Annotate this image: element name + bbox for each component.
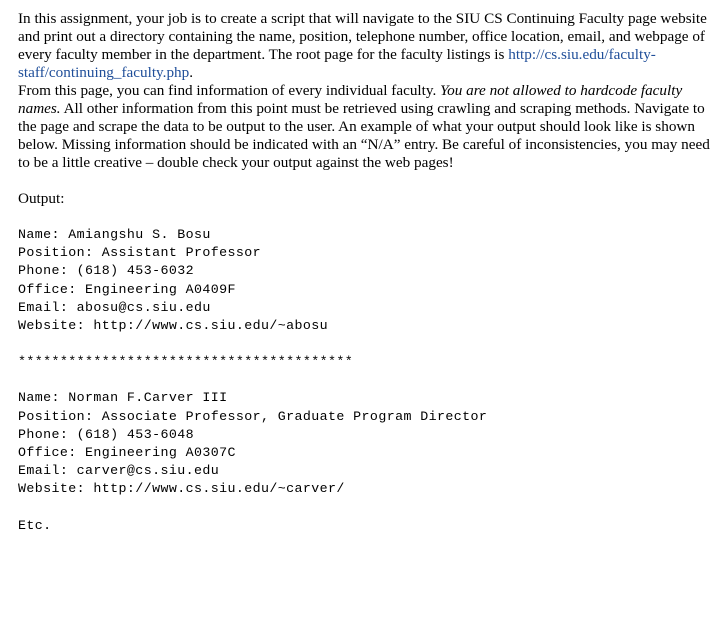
record-phone: Phone: (618) 453-6048 — [18, 426, 194, 442]
record-office: Office: Engineering A0307C — [18, 445, 236, 461]
record-office: Office: Engineering A0409F — [18, 281, 236, 297]
intro-text-2: From this page, you can find information of every individual faculty. — [18, 82, 441, 99]
record-email: Email: carver@cs.siu.edu — [18, 463, 220, 479]
etc-block — [18, 517, 718, 535]
faculty-record-1 — [18, 226, 718, 335]
record-phone: Phone: (618) 453-6032 — [18, 263, 194, 279]
intro-paragraph — [18, 10, 718, 172]
output-label: Output: — [18, 190, 65, 207]
record-website: Website: http://www.cs.siu.edu/~abosu — [18, 318, 329, 334]
faculty-record-2 — [18, 389, 718, 498]
record-name: Name: Norman F.Carver III — [18, 390, 228, 406]
record-website: Website: http://www.cs.siu.edu/~carver/ — [18, 481, 345, 497]
record-name: Name: Amiangshu S. Bosu — [18, 227, 211, 242]
record-position: Position: Associate Professor, Graduate Program Director — [18, 408, 488, 424]
record-email: Email: abosu@cs.siu.edu — [18, 299, 211, 315]
etc-text: Etc. — [18, 517, 52, 533]
hardcode-warning: You are not allowed to hardcode faculty names. — [18, 82, 683, 117]
record-separator: **************************************** — [18, 354, 354, 370]
record-position: Position: Assistant Professor — [18, 245, 262, 261]
spacer — [18, 172, 718, 190]
faculty-listing-link[interactable]: http://cs.siu.edu/faculty-staff/continuing_faculty.php — [18, 46, 656, 81]
intro-text-2-end: All other information from this point must be retrieved using crawling and scraping methods. Navigate to the page and scrape the data to be output to the user. An example of what your output should look like is shown below. Missing information should be indicated with an “N/A” entry. Be careful of inconsistencies, you may need to be a little creative – double check your output against the web pages! — [18, 100, 710, 171]
intro-text-1: In this assignment, your job is to create a script that will navigate to the SIU CS Continuing Faculty page website and print out a directory containing the name, position, telephone number, office location, email, and webpage of every faculty member in the department. The root page for the faculty listings is — [18, 10, 707, 63]
record-separator-block — [18, 353, 718, 371]
intro-text-1-end: . — [189, 64, 194, 81]
document — [18, 10, 718, 535]
